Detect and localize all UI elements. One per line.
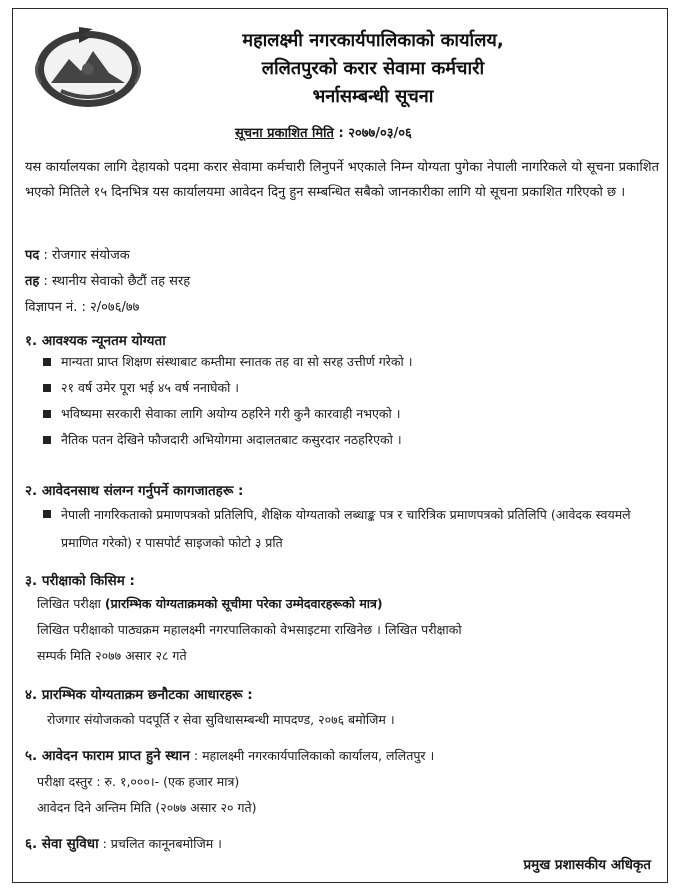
exam-date-line: सम्पर्क मिति २०७७ असार २८ गते	[37, 648, 187, 663]
list-item	[41, 427, 661, 453]
bullet-square-icon	[43, 410, 51, 418]
post-row	[25, 245, 130, 267]
section-5-value: : महालक्ष्मी नगरकार्यपालिकाको कार्यालय, ललितपुर ।	[193, 748, 435, 763]
bullet-square-icon	[43, 436, 51, 444]
section-2-title: २. आवेदनसाथ संलग्न गर्नुपर्ने कागजातहरू :	[25, 483, 244, 499]
ad-number-label: विज्ञापन नं.	[25, 300, 78, 315]
nepal-emblem-icon	[31, 21, 145, 111]
signatory-title: प्रमुख प्रशासकीय अधिकृत	[523, 857, 651, 873]
level-value: : स्थानीय सेवाको छैटौं तह सरह	[43, 274, 191, 289]
section-2-list	[41, 501, 661, 557]
section-6-value: : प्रचलित कानूनबमोजिम ।	[102, 836, 222, 851]
section-1-list	[41, 349, 661, 453]
exam-type-line	[37, 593, 383, 615]
deadline-line: आवेदन दिने अन्तिम मिति (२०७७ असार २० गते)	[37, 800, 257, 815]
section-4-title: ४. प्रारम्भिक योग्यताक्रम छनौटका आधारहरू :	[25, 687, 253, 703]
notice-subtitle: ललितपुरको करार सेवामा कर्मचारी	[261, 58, 485, 79]
list-item-text: भविष्यमा सरकारी सेवाका लागि अयोग्य ठहरिने गरी कुनै कारवाही नभएको ।	[61, 406, 401, 421]
exam-type-emphasis: (प्रारम्भिक योग्यताक्रमको सूचीमा परेका उम्मेदवारहरूको मात्र)	[104, 596, 383, 611]
section-5-title: ५. आवेदन फाराम प्राप्त हुने स्थान	[25, 748, 190, 764]
exam-type-text: लिखित परीक्षा	[37, 596, 105, 611]
level-row	[25, 271, 190, 293]
publication-date	[235, 123, 412, 141]
section-5-row	[25, 745, 434, 767]
syllabus-line: लिखित परीक्षाको पाठ्यक्रम महालक्ष्मी नगरपालिकाको वेभसाइटमा राखिनेछ । लिखित परीक्षाको	[37, 622, 462, 637]
selection-basis-line: रोजगार संयोजकको पदपूर्ति र सेवा सुविधासम्बन्धी मापदण्ड, २०७६ बमोजिम ।	[47, 712, 395, 727]
ad-number-value: : २/०७६/७७	[81, 300, 140, 315]
level-label: तह	[25, 274, 40, 289]
list-item	[41, 401, 661, 427]
bullet-square-icon	[43, 384, 51, 392]
notice-heading: भर्नासम्बन्धी सूचना	[312, 86, 434, 107]
notice-frame	[12, 8, 668, 883]
post-label: पद	[25, 248, 40, 263]
list-item-text: २१ वर्ष उमेर पूरा भई ४५ वर्ष ननाघेको ।	[61, 380, 240, 395]
list-item-text: नेपाली नागरिकताको प्रमाणपत्रको प्रतिलिपि, शैक्षिक योग्यताको लब्धाङ्क पत्र र चारित्रिक प्रमाणपत्रको प्रतिलिपि (आवेदक स्वयमले प्रमाणित गरेको) र पासपोर्ट साइजको फोटो ३ प्रति	[61, 507, 631, 550]
office-title: महालक्ष्मी नगरकार्यपालिकाको कार्यालय,	[242, 30, 504, 51]
publication-date-label: सूचना प्रकाशित मिति	[235, 126, 334, 141]
list-item	[41, 375, 661, 401]
publication-date-value: : २०७७/०३/०६	[338, 126, 412, 141]
list-item	[41, 349, 661, 375]
list-item-text: नैतिक पतन देखिने फौजदारी अभियोगमा अदालतबाट कसुरदार नठहरिएको ।	[61, 432, 402, 447]
notice-header	[153, 27, 593, 111]
intro-paragraph: यस कार्यालयका लागि देहायको पदमा करार सेवामा कर्मचारी लिनुपर्ने भएकाले निम्न योग्यता पुगेका नेपाली नागरिकले यो सूचना प्रकाशित भएको मितिले १५ दिनभित्र यस कार्यालयमा आवेदन दिनु हुन सम्बन्धित सबैको जानकारीका लागि यो सूचना प्रकाशित गरिएको छ ।	[25, 160, 659, 200]
section-6-title: ६. सेवा सुविधा	[25, 836, 99, 852]
list-item	[41, 501, 661, 557]
section-1-title: १. आवश्यक न्यूनतम योग्यता	[25, 333, 166, 349]
list-item-text: मान्यता प्राप्त शिक्षण संस्थाबाट कम्तीमा स्नातक तह वा सो सरह उत्तीर्ण गरेको ।	[61, 354, 413, 369]
bullet-square-icon	[43, 358, 51, 366]
section-6-row	[25, 833, 222, 855]
exam-fee-line: परीक्षा दस्तुर : रु. १,०००।- (एक हजार मात्र)	[37, 774, 240, 789]
section-3-title: ३. परीक्षाको किसिम :	[25, 573, 135, 589]
ad-number-row	[25, 297, 139, 319]
post-value: : रोजगार संयोजक	[43, 248, 130, 263]
bullet-square-icon	[43, 510, 51, 518]
